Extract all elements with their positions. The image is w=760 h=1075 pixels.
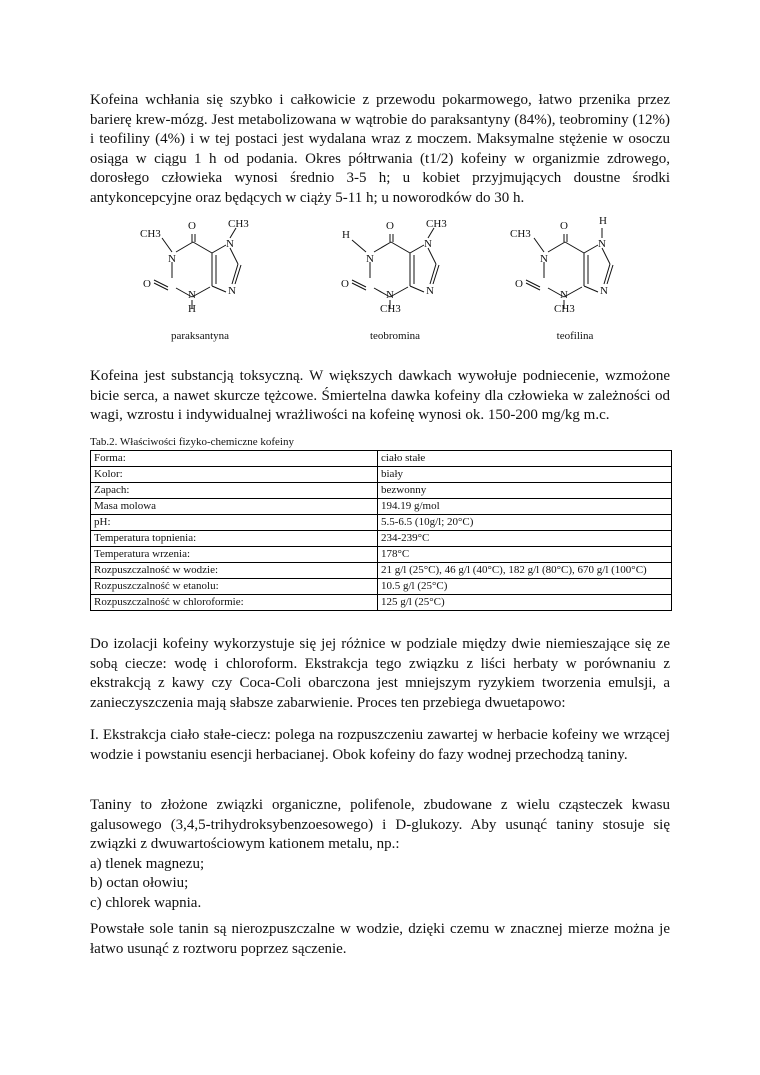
list-item: a) tlenek magnezu; xyxy=(90,855,205,872)
table-row xyxy=(91,531,672,547)
row-label: Rozpuszczalność w etanolu: xyxy=(91,579,378,595)
para-n7: N xyxy=(226,238,234,250)
teo-o-left: O xyxy=(341,278,349,290)
para-o-top: O xyxy=(188,220,196,232)
teofilina-structure xyxy=(502,212,632,315)
molecule-teofilina xyxy=(502,212,632,315)
para-n3-sub: H xyxy=(188,303,196,315)
para-n9: N xyxy=(228,285,236,297)
teo-n1-sub: H xyxy=(342,229,350,241)
table-row xyxy=(91,483,672,499)
properties-table xyxy=(90,450,672,611)
table-row xyxy=(91,499,672,515)
table-row xyxy=(91,467,672,483)
paragraph-tannins xyxy=(90,796,670,913)
teo-n7-sub: CH3 xyxy=(426,218,447,230)
teof-o-top: O xyxy=(560,220,568,232)
table-caption: Tab.2. Właściwości fizyko-chemiczne kofeiny xyxy=(90,436,294,448)
row-label: Temperatura wrzenia: xyxy=(91,547,378,563)
tannins-intro: Taniny to złożone związki organiczne, polifenole, zbudowane z wielu cząsteczek kwasu galusowego (3,4,5-trihydroksybenzoesowego) i D-glukozy. Aby usunąć taniny stosuje się związki z dwuwartościowym kationem metalu, np.: xyxy=(90,797,670,852)
teo-n9: N xyxy=(426,285,434,297)
para-n7-sub: CH3 xyxy=(228,218,249,230)
row-label: Masa molowa xyxy=(91,499,378,515)
row-value: ciało stałe xyxy=(378,451,672,467)
row-label: Forma: xyxy=(91,451,378,467)
teof-n1-sub: CH3 xyxy=(510,228,531,240)
row-value: 178°C xyxy=(378,547,672,563)
teof-n3: N xyxy=(560,289,568,301)
teo-n7: N xyxy=(424,238,432,250)
paragraph-extraction-step: I. Ekstrakcja ciało stałe-ciecz: polega na rozpuszczeniu zawartej w herbacie kofeiny we wrzącej wodzie i powstaniu esencji herbacianej. Obok kofeiny do fazy wodnej przechodzą taniny. xyxy=(90,727,670,763)
teof-n7-sub: H xyxy=(599,215,607,227)
row-label: Zapach: xyxy=(91,483,378,499)
caption-paraksantyna: paraksantyna xyxy=(170,330,230,342)
teo-n1: N xyxy=(366,253,374,265)
table-row xyxy=(91,515,672,531)
row-label: Temperatura topnienia: xyxy=(91,531,378,547)
molecule-paraksantyna xyxy=(130,212,260,315)
paragraph-filtration: Powstałe sole tanin są nierozpuszczalne w wodzie, dzięki czemu w znacznej mierze można je łatwo usunąć z roztworu poprzez sączenie. xyxy=(90,921,670,957)
table-row xyxy=(91,547,672,563)
teof-o-left: O xyxy=(515,278,523,290)
caption-teofilina: teofilina xyxy=(556,330,594,342)
teof-n1: N xyxy=(540,253,548,265)
row-value: 10.5 g/l (25°C) xyxy=(378,579,672,595)
para-o-left: O xyxy=(143,278,151,290)
teof-n9: N xyxy=(600,285,608,297)
row-value: biały xyxy=(378,467,672,483)
row-value: 125 g/l (25°C) xyxy=(378,595,672,611)
paragraph-metabolism: Kofeina wchłania się szybko i całkowicie z przewodu pokarmowego, łatwo przenika przez barierę krew-mózg. Jest metabolizowana w wątrobie do paraksantyny (84%), teobrominy (12%) i teofiliny (4%) i w tej postaci jest wydalana wraz z moczem. Maksymalne stężenie w osoczu osiąga w ciągu 1 h od podania. Okres półtrwania (t1/2) kofeiny w organizmie zdrowego, dorosłego człowieka wynosi średnio 3-5 h; u kobiet przyjmujących doustne środki antykoncepcyjne oraz będących w ciąży 5-11 h; u noworodków do 30 h. xyxy=(90,92,670,206)
list-item: b) octan ołowiu; xyxy=(90,875,189,891)
row-value: 5.5-6.5 (10g/l; 20°C) xyxy=(378,515,672,531)
para-n3: N xyxy=(188,289,196,301)
paragraph-isolation: Do izolacji kofeiny wykorzystuje się jej różnice w podziale między dwie niemieszające się ze sobą ciecze: wodę i chloroform. Ekstrakcja tego związku z liści herbaty w porównaniu z ekstrakcją z kawy czy Coca-Coli obarczona jest mniejszym ryzykiem tworzenia emulsji, a zanieczyszczenia mają słabsze zabarwienie. Proces ten przebiega dwuetapowo: xyxy=(90,636,670,711)
paragraph-toxicity: Kofeina jest substancją toksyczną. W większych dawkach wywołuje podniecenie, wzmożone bicie serca, a nawet skurcze tężcowe. Śmiertelna dawka kofeiny dla człowieka w zależności od wagi, wzrostu i indywidualnej wrażliwości na kofeinę wynosi ok. 150-200 mg/kg m.c. xyxy=(90,368,670,423)
molecule-teobromina xyxy=(328,212,458,315)
teo-o-top: O xyxy=(386,220,394,232)
row-value: 234-239°C xyxy=(378,531,672,547)
row-label: pH: xyxy=(91,515,378,531)
row-label: Rozpuszczalność w chloroformie: xyxy=(91,595,378,611)
caption-teobromina: teobromina xyxy=(369,330,421,342)
para-n1: N xyxy=(168,253,176,265)
properties-table-body xyxy=(91,451,672,611)
table-row xyxy=(91,563,672,579)
teof-n7: N xyxy=(598,238,606,250)
paraksantyna-structure xyxy=(130,212,260,315)
molecules-figure xyxy=(130,212,650,352)
teo-n3-sub: CH3 xyxy=(380,303,401,315)
table-row xyxy=(91,595,672,611)
teobromina-structure xyxy=(328,212,458,315)
row-label: Rozpuszczalność w wodzie: xyxy=(91,563,378,579)
teof-n3-sub: CH3 xyxy=(554,303,575,315)
row-label: Kolor: xyxy=(91,467,378,483)
row-value: 21 g/l (25°C), 46 g/l (40°C), 182 g/l (80°C), 670 g/l (100°C) xyxy=(378,563,672,579)
para-n1-sub: CH3 xyxy=(140,228,161,240)
table-row xyxy=(91,451,672,467)
table-row xyxy=(91,579,672,595)
row-value: bezwonny xyxy=(378,483,672,499)
teo-n3: N xyxy=(386,289,394,301)
row-value: 194.19 g/mol xyxy=(378,499,672,515)
list-item: c) chlorek wapnia. xyxy=(90,894,202,911)
